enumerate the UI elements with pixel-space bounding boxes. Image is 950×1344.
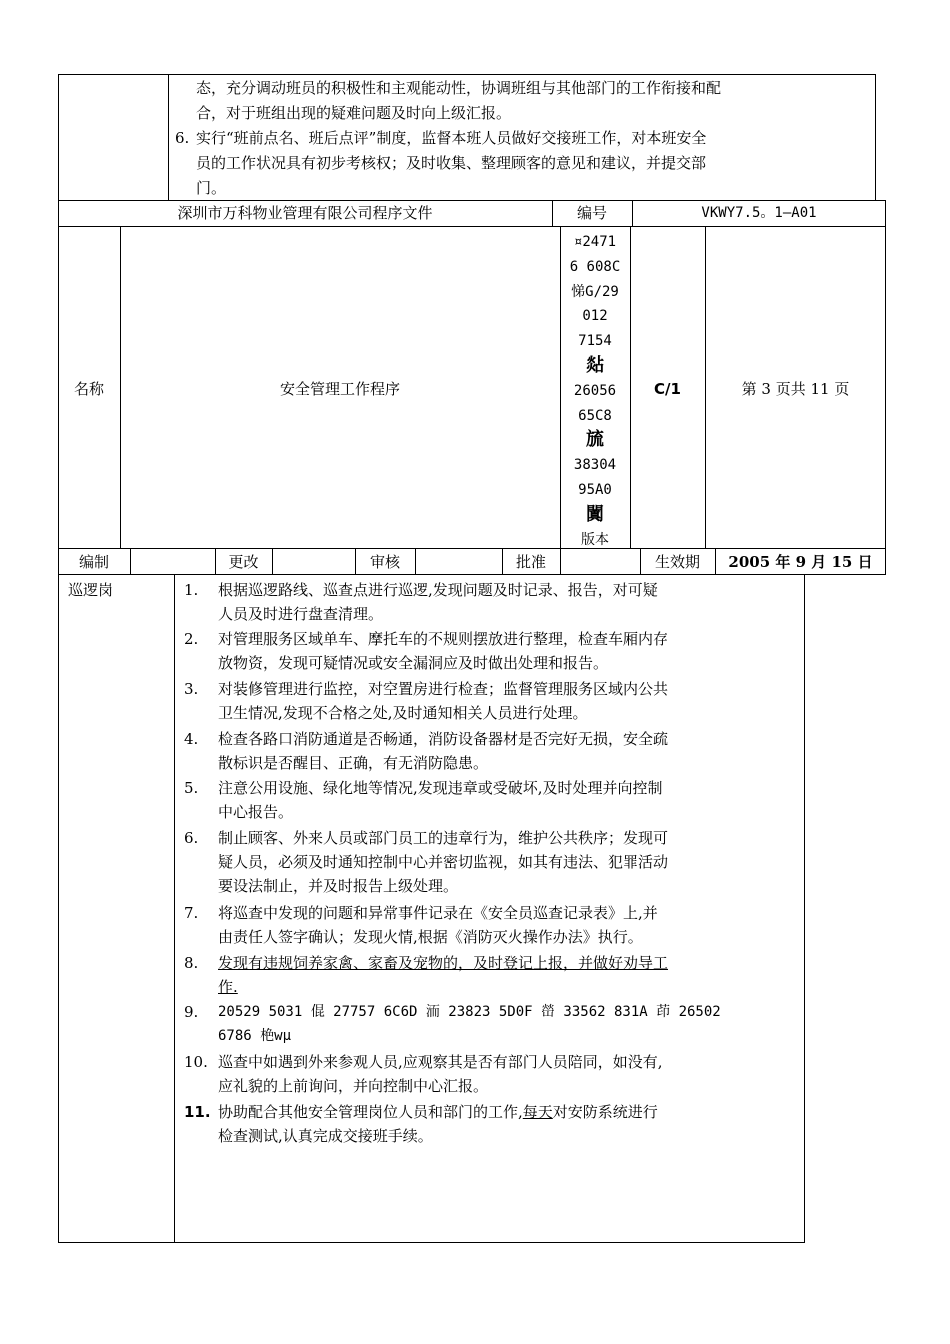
item-line: 卫生情况,发现不合格之处,及时通知相关人员进行处理。 <box>218 704 588 722</box>
item-number: 8. <box>184 954 199 972</box>
garbled-line: 煔 <box>586 354 604 376</box>
list-item <box>184 677 796 725</box>
garbled-line: 26056 <box>573 382 617 399</box>
list-item <box>184 776 796 824</box>
garbled-line: ¤2471 <box>573 234 617 250</box>
item-line: 6786 栬wμ <box>218 1028 292 1044</box>
list-item <box>184 578 796 626</box>
code-value: VKWY7.5。1—A01 <box>701 205 817 221</box>
top-item6-line1: 实行“班前点名、班后点评”制度，监督本班人员做好交接班工作，对本班安全 <box>196 129 707 147</box>
item-number: 2. <box>184 630 199 648</box>
item-line: 要设法制止，并及时报告上级处理。 <box>218 877 459 895</box>
effective-date: 2005 年 9 月 15 日 <box>728 553 873 571</box>
garbled-line: 38304 <box>573 457 617 474</box>
item-line: 发现有违规饲养家禽、家畜及宠物的，及时登记上报，并做好劝导工 <box>218 954 669 972</box>
garbled-line: 012 <box>582 308 608 325</box>
item-line: 根据巡逻路线、巡查点进行巡逻,发现问题及时记录、报告，对可疑 <box>218 581 658 599</box>
page-number: 第 3 页共 11 页 <box>741 380 850 398</box>
garbled-line: 65C8 <box>578 407 612 424</box>
top-item6-line3: 门。 <box>196 179 227 197</box>
item-line: 制止顾客、外来人员或部门员工的违章行为，维护公共秩序；发现可 <box>218 829 669 847</box>
compile-label: 编制 <box>78 553 109 571</box>
divider <box>415 549 416 575</box>
garbled-line: 7154 <box>578 333 612 350</box>
item-line: 应礼貌的上前询问，并向控制中心汇报。 <box>218 1077 489 1095</box>
item-line: 20529 5031 倱 27757 6C6D 洏 23823 5D0F 嵤 33562 831A 茚 26502 <box>218 1004 721 1020</box>
divider <box>272 549 273 575</box>
name-label: 名称 <box>73 380 104 398</box>
garbled-line: 6 608C <box>569 258 621 275</box>
item-line: 疑人员，必须及时通知控制中心并密切监视，如其有违法、犯罪活动 <box>218 853 669 871</box>
item-line: 将巡查中发现的问题和异常事件记录在《安全员巡查记录表》上,并 <box>218 904 658 922</box>
divider <box>560 549 561 575</box>
top-block-divider <box>168 74 169 200</box>
list-item <box>184 951 796 999</box>
code-label: 编号 <box>576 204 607 222</box>
garbled-column <box>560 230 630 552</box>
list-item <box>184 727 796 775</box>
item-line <box>218 1100 796 1124</box>
list-item <box>184 627 796 675</box>
version-label: 版本 <box>581 531 609 548</box>
top-line-2: 合，对于班组出现的疑难问题及时向上级汇报。 <box>196 104 512 122</box>
item-line: 注意公用设施、绿化地等情况,发现违章或受破坏,及时处理并向控制 <box>218 779 663 797</box>
garbled-line: 旈 <box>586 429 604 451</box>
list-item <box>184 1100 796 1148</box>
item-number: 7. <box>184 904 199 922</box>
approve-label: 批准 <box>515 553 546 571</box>
item-text: 协助配合其他安全管理岗位人员和部门的工作, <box>218 1103 523 1121</box>
top-line-1: 态，充分调动班员的积极性和主观能动性，协调班组与其他部门的工作衔接和配 <box>196 79 722 97</box>
list-item <box>184 1000 796 1048</box>
item-text: 对安防系统进行 <box>552 1103 658 1121</box>
garbled-line: 95A0 <box>578 481 612 498</box>
list-item <box>184 1050 796 1098</box>
item-line: 检查各路口消防通道是否畅通，消防设备器材是否完好无损，安全疏 <box>218 730 669 748</box>
item-line: 人员及时进行盘查清理。 <box>218 605 384 623</box>
list-item <box>184 901 796 949</box>
divider <box>130 549 131 575</box>
top-item6-num: 6. <box>175 129 190 147</box>
patrol-role: 巡逻岗 <box>68 581 114 599</box>
garbled-line: 闐 <box>586 503 604 525</box>
item-number: 6. <box>184 829 199 847</box>
change-label: 更改 <box>228 553 259 571</box>
item-number: 9. <box>184 1003 199 1021</box>
item-number: 3. <box>184 680 199 698</box>
company-name: 深圳市万科物业管理有限公司程序文件 <box>177 204 433 222</box>
item-text-underlined: 每天 <box>522 1103 553 1121</box>
item-line: 放物资，发现可疑情况或安全漏洞应及时做出处理和报告。 <box>218 654 609 672</box>
effective-label: 生效期 <box>654 553 700 571</box>
item-number: 11. <box>184 1103 211 1121</box>
review-label: 审核 <box>369 553 400 571</box>
item-number: 1. <box>184 581 199 599</box>
patrol-divider <box>174 575 175 1243</box>
item-line: 散标识是否醒目、正确，有无消防隐患。 <box>218 754 489 772</box>
list-item <box>184 826 796 898</box>
item-line: 由责任人签字确认；发现火情,根据《消防灭火操作办法》执行。 <box>218 928 643 946</box>
item-line: 作. <box>218 978 238 996</box>
item-line: 中心报告。 <box>218 803 294 821</box>
item-number: 5. <box>184 779 199 797</box>
document-name: 安全管理工作程序 <box>279 380 400 398</box>
garbled-line: 悌G/29 <box>571 283 619 300</box>
version-value: C/1 <box>654 380 681 398</box>
item-line: 对管理服务区域单车、摩托车的不规则摆放进行整理，检查车厢内存 <box>218 630 669 648</box>
item-number: 10. <box>184 1053 208 1071</box>
item-line: 检查测试,认真完成交接班手续。 <box>218 1127 433 1145</box>
item-number: 4. <box>184 730 199 748</box>
top-item6-line2: 员的工作状况具有初步考核权；及时收集、整理顾客的意见和建议，并提交部 <box>196 154 707 172</box>
item-line: 巡查中如遇到外来参观人员,应观察其是否有部门人员陪同，如没有, <box>218 1053 663 1071</box>
item-line: 对装修管理进行监控，对空置房进行检查；监督管理服务区域内公共 <box>218 680 669 698</box>
